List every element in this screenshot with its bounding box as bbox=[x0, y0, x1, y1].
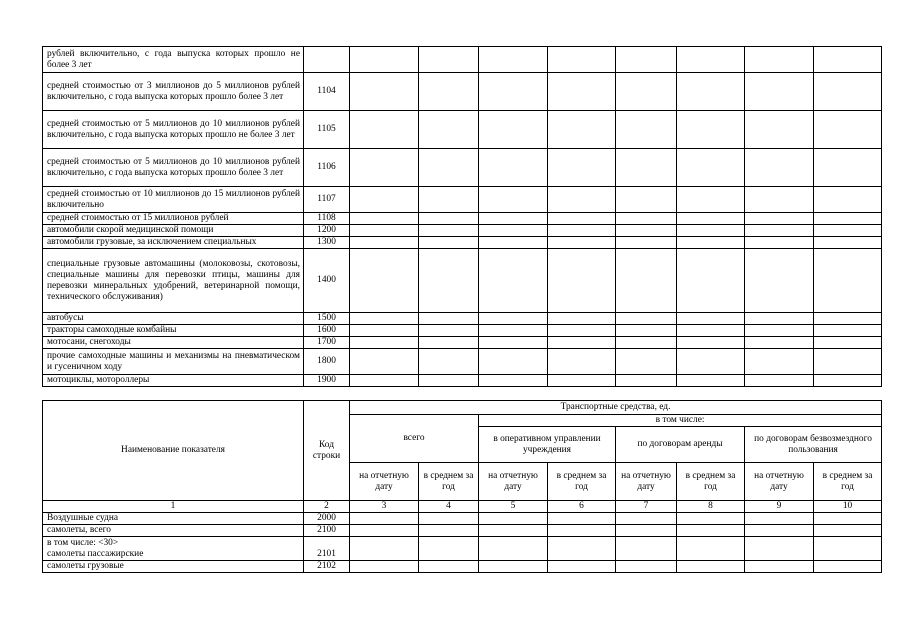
value-cell[interactable] bbox=[814, 213, 882, 225]
value-cell[interactable] bbox=[479, 237, 548, 249]
row-code: 1105 bbox=[304, 111, 350, 149]
row-name: автобусы bbox=[43, 313, 304, 325]
table-row bbox=[43, 313, 882, 325]
value-cell[interactable] bbox=[814, 561, 882, 573]
row-name bbox=[43, 537, 304, 561]
value-cell[interactable] bbox=[745, 111, 814, 149]
value-cell[interactable] bbox=[616, 561, 677, 573]
row-name: специальные грузовые автомашины (молоковозы, скотовозы, специальные машины для перевозки птицы, машины для перевозки минеральных удобрений, ветеринарной помощи, технического обслуживания) bbox=[43, 249, 304, 313]
table-row bbox=[43, 149, 882, 187]
table-row bbox=[43, 187, 882, 213]
value-cell[interactable] bbox=[350, 325, 419, 337]
header-indicator-name: Наименование показателя bbox=[43, 401, 304, 501]
row-name: рублей включительно, с года выпуска которых прошло не более 3 лет bbox=[43, 47, 304, 73]
value-cell[interactable] bbox=[479, 337, 548, 349]
transport-table-top bbox=[42, 46, 882, 387]
row-code: 2000 bbox=[304, 513, 350, 525]
row-code: 1600 bbox=[304, 325, 350, 337]
value-cell[interactable] bbox=[350, 537, 419, 561]
value-cell[interactable] bbox=[350, 237, 419, 249]
row-code: 1106 bbox=[304, 149, 350, 187]
row-code: 1200 bbox=[304, 225, 350, 237]
column-number: 3 bbox=[350, 501, 419, 513]
column-number: 8 bbox=[677, 501, 745, 513]
header-on-date: на отчетную дату bbox=[616, 463, 677, 501]
value-cell[interactable] bbox=[814, 73, 882, 111]
row-code: 1107 bbox=[304, 187, 350, 213]
table-row bbox=[43, 513, 882, 525]
value-cell[interactable] bbox=[419, 313, 479, 325]
value-cell[interactable] bbox=[677, 237, 745, 249]
value-cell[interactable] bbox=[745, 561, 814, 573]
value-cell[interactable] bbox=[814, 313, 882, 325]
value-cell[interactable] bbox=[350, 225, 419, 237]
value-cell[interactable] bbox=[350, 213, 419, 225]
value-cell[interactable] bbox=[479, 149, 548, 187]
header-on-date: на отчетную дату bbox=[350, 463, 419, 501]
row-code: 1108 bbox=[304, 213, 350, 225]
header-avg-year: в среднем за год bbox=[677, 463, 745, 501]
value-cell[interactable] bbox=[616, 513, 677, 525]
value-cell[interactable] bbox=[814, 111, 882, 149]
row-name: тракторы самоходные комбайны bbox=[43, 325, 304, 337]
table-row bbox=[43, 237, 882, 249]
value-cell[interactable] bbox=[350, 375, 419, 387]
value-cell[interactable] bbox=[479, 561, 548, 573]
value-cell[interactable] bbox=[419, 349, 479, 375]
value-cell[interactable] bbox=[419, 525, 479, 537]
value-cell[interactable] bbox=[677, 111, 745, 149]
value-cell[interactable] bbox=[616, 313, 677, 325]
column-number: 1 bbox=[43, 501, 304, 513]
column-number: 4 bbox=[419, 501, 479, 513]
table-row bbox=[43, 537, 882, 561]
value-cell[interactable] bbox=[350, 149, 419, 187]
value-cell[interactable] bbox=[419, 561, 479, 573]
value-cell[interactable] bbox=[814, 225, 882, 237]
value-cell[interactable] bbox=[479, 513, 548, 525]
row-code: 2102 bbox=[304, 561, 350, 573]
value-cell[interactable] bbox=[548, 375, 616, 387]
value-cell[interactable] bbox=[419, 375, 479, 387]
header-avg-year: в среднем за год bbox=[814, 463, 882, 501]
value-cell[interactable] bbox=[745, 337, 814, 349]
value-cell[interactable] bbox=[616, 47, 677, 73]
value-cell[interactable] bbox=[350, 111, 419, 149]
header-operative: в оперативном управлении учреждения bbox=[479, 427, 616, 463]
value-cell[interactable] bbox=[616, 111, 677, 149]
row-name: средней стоимостью от 15 миллионов рублей bbox=[43, 213, 304, 225]
table-row bbox=[43, 213, 882, 225]
value-cell[interactable] bbox=[677, 375, 745, 387]
value-cell[interactable] bbox=[814, 47, 882, 73]
header-row-code: Код строки bbox=[304, 401, 350, 501]
value-cell[interactable] bbox=[677, 47, 745, 73]
value-cell[interactable] bbox=[419, 149, 479, 187]
value-cell[interactable] bbox=[419, 249, 479, 313]
row-code bbox=[304, 47, 350, 73]
column-number-row bbox=[43, 501, 882, 513]
value-cell[interactable] bbox=[677, 187, 745, 213]
value-cell[interactable] bbox=[814, 337, 882, 349]
value-cell[interactable] bbox=[616, 237, 677, 249]
value-cell[interactable] bbox=[479, 249, 548, 313]
row-name: автомобили скорой медицинской помощи bbox=[43, 225, 304, 237]
value-cell[interactable] bbox=[814, 237, 882, 249]
value-cell[interactable] bbox=[350, 525, 419, 537]
value-cell[interactable] bbox=[548, 561, 616, 573]
value-cell[interactable] bbox=[419, 213, 479, 225]
value-cell[interactable] bbox=[745, 349, 814, 375]
value-cell[interactable] bbox=[479, 213, 548, 225]
value-cell[interactable] bbox=[677, 349, 745, 375]
value-cell[interactable] bbox=[677, 313, 745, 325]
value-cell[interactable] bbox=[745, 537, 814, 561]
value-cell[interactable] bbox=[350, 349, 419, 375]
value-cell[interactable] bbox=[745, 325, 814, 337]
row-name: мотосани, снегоходы bbox=[43, 337, 304, 349]
value-cell[interactable] bbox=[548, 149, 616, 187]
value-cell[interactable] bbox=[419, 537, 479, 561]
column-number: 5 bbox=[479, 501, 548, 513]
row-code: 1700 bbox=[304, 337, 350, 349]
value-cell[interactable] bbox=[745, 73, 814, 111]
value-cell[interactable] bbox=[479, 73, 548, 111]
column-number: 6 bbox=[548, 501, 616, 513]
value-cell[interactable] bbox=[814, 149, 882, 187]
value-cell[interactable] bbox=[745, 149, 814, 187]
value-cell[interactable] bbox=[677, 513, 745, 525]
value-cell[interactable] bbox=[814, 525, 882, 537]
value-cell[interactable] bbox=[814, 187, 882, 213]
value-cell[interactable] bbox=[745, 213, 814, 225]
value-cell[interactable] bbox=[548, 525, 616, 537]
row-name bbox=[43, 561, 304, 573]
table-row bbox=[43, 337, 882, 349]
value-cell[interactable] bbox=[548, 249, 616, 313]
value-cell[interactable] bbox=[479, 225, 548, 237]
table-row bbox=[43, 375, 882, 387]
value-cell[interactable] bbox=[814, 375, 882, 387]
value-cell[interactable] bbox=[350, 561, 419, 573]
value-cell[interactable] bbox=[677, 325, 745, 337]
value-cell[interactable] bbox=[616, 149, 677, 187]
table-row bbox=[43, 561, 882, 573]
value-cell[interactable] bbox=[548, 187, 616, 213]
value-cell[interactable] bbox=[616, 325, 677, 337]
value-cell[interactable] bbox=[548, 513, 616, 525]
column-number: 9 bbox=[745, 501, 814, 513]
value-cell[interactable] bbox=[616, 187, 677, 213]
value-cell[interactable] bbox=[677, 73, 745, 111]
value-cell[interactable] bbox=[677, 561, 745, 573]
row-name: средней стоимостью от 10 миллионов до 15 миллионов рублей включительно bbox=[43, 187, 304, 213]
row-code: 2101 bbox=[304, 537, 350, 561]
row-code: 1300 bbox=[304, 237, 350, 249]
value-cell[interactable] bbox=[479, 47, 548, 73]
value-cell[interactable] bbox=[745, 375, 814, 387]
value-cell[interactable] bbox=[479, 375, 548, 387]
value-cell[interactable] bbox=[548, 73, 616, 111]
value-cell[interactable] bbox=[745, 237, 814, 249]
table-row bbox=[43, 111, 882, 149]
value-cell[interactable] bbox=[479, 525, 548, 537]
value-cell[interactable] bbox=[677, 337, 745, 349]
row-name bbox=[43, 525, 304, 537]
row-name: средней стоимостью от 5 миллионов до 10 миллионов рублей включительно, с года выпуска которых прошло не более 3 лет bbox=[43, 111, 304, 149]
row-name-line: в том числе: <30> bbox=[47, 537, 119, 548]
value-cell[interactable] bbox=[419, 73, 479, 111]
value-cell[interactable] bbox=[745, 47, 814, 73]
table-row bbox=[43, 325, 882, 337]
table-row bbox=[43, 47, 882, 73]
row-name: прочие самоходные машины и механизмы на пневматическом и гусеничном ходу bbox=[43, 349, 304, 375]
row-name-line: самолеты, всего bbox=[47, 525, 111, 535]
value-cell[interactable] bbox=[616, 375, 677, 387]
value-cell[interactable] bbox=[814, 325, 882, 337]
value-cell[interactable] bbox=[548, 537, 616, 561]
table-row bbox=[43, 525, 882, 537]
value-cell[interactable] bbox=[350, 187, 419, 213]
value-cell[interactable] bbox=[419, 325, 479, 337]
table-row bbox=[43, 349, 882, 375]
value-cell[interactable] bbox=[616, 537, 677, 561]
column-number: 10 bbox=[814, 501, 882, 513]
row-code: 2100 bbox=[304, 525, 350, 537]
value-cell[interactable] bbox=[548, 213, 616, 225]
row-code: 1500 bbox=[304, 313, 350, 325]
value-cell[interactable] bbox=[419, 225, 479, 237]
row-code: 1104 bbox=[304, 73, 350, 111]
value-cell[interactable] bbox=[745, 313, 814, 325]
column-number: 2 bbox=[304, 501, 350, 513]
row-name: мотоциклы, мотороллеры bbox=[43, 375, 304, 387]
value-cell[interactable] bbox=[419, 237, 479, 249]
value-cell[interactable] bbox=[479, 313, 548, 325]
value-cell[interactable] bbox=[479, 349, 548, 375]
header-gratuitous: по договорам безвозмездного пользования bbox=[745, 427, 882, 463]
value-cell[interactable] bbox=[479, 325, 548, 337]
value-cell[interactable] bbox=[616, 337, 677, 349]
value-cell[interactable] bbox=[548, 337, 616, 349]
value-cell[interactable] bbox=[745, 249, 814, 313]
header-transport: Транспортные средства, ед. bbox=[350, 401, 882, 415]
header-including: в том числе: bbox=[479, 415, 882, 427]
value-cell[interactable] bbox=[814, 349, 882, 375]
value-cell[interactable] bbox=[548, 237, 616, 249]
table-row bbox=[43, 249, 882, 313]
value-cell[interactable] bbox=[548, 47, 616, 73]
column-number: 7 bbox=[616, 501, 677, 513]
value-cell[interactable] bbox=[350, 337, 419, 349]
header-on-date: на отчетную дату bbox=[745, 463, 814, 501]
value-cell[interactable] bbox=[677, 225, 745, 237]
value-cell[interactable] bbox=[745, 513, 814, 525]
value-cell[interactable] bbox=[677, 149, 745, 187]
header-avg-year: в среднем за год bbox=[548, 463, 616, 501]
row-name: автомобили грузовые, за исключением специальных bbox=[43, 237, 304, 249]
value-cell[interactable] bbox=[548, 313, 616, 325]
row-name-line: самолеты пассажирские bbox=[47, 548, 144, 559]
value-cell[interactable] bbox=[745, 225, 814, 237]
table-row bbox=[43, 73, 882, 111]
value-cell[interactable] bbox=[350, 73, 419, 111]
value-cell[interactable] bbox=[479, 187, 548, 213]
value-cell[interactable] bbox=[814, 537, 882, 561]
value-cell[interactable] bbox=[479, 111, 548, 149]
value-cell[interactable] bbox=[616, 249, 677, 313]
value-cell[interactable] bbox=[677, 213, 745, 225]
row-code: 1900 bbox=[304, 375, 350, 387]
header-total: всего bbox=[350, 415, 479, 463]
value-cell[interactable] bbox=[350, 249, 419, 313]
value-cell[interactable] bbox=[419, 187, 479, 213]
header-lease: по договорам аренды bbox=[616, 427, 745, 463]
row-name-line: Воздушные судна bbox=[47, 513, 119, 523]
value-cell[interactable] bbox=[616, 349, 677, 375]
value-cell[interactable] bbox=[350, 513, 419, 525]
value-cell[interactable] bbox=[745, 187, 814, 213]
value-cell[interactable] bbox=[479, 537, 548, 561]
value-cell[interactable] bbox=[616, 225, 677, 237]
row-name: средней стоимостью от 5 миллионов до 10 миллионов рублей включительно, с года выпуска которых прошло более 3 лет bbox=[43, 149, 304, 187]
row-name-line: самолеты грузовые bbox=[47, 561, 124, 571]
value-cell[interactable] bbox=[548, 325, 616, 337]
header-avg-year: в среднем за год bbox=[419, 463, 479, 501]
row-code: 1400 bbox=[304, 249, 350, 313]
value-cell[interactable] bbox=[419, 47, 479, 73]
value-cell[interactable] bbox=[677, 249, 745, 313]
value-cell[interactable] bbox=[677, 537, 745, 561]
value-cell[interactable] bbox=[419, 513, 479, 525]
value-cell[interactable] bbox=[350, 313, 419, 325]
value-cell[interactable] bbox=[419, 337, 479, 349]
value-cell[interactable] bbox=[616, 73, 677, 111]
value-cell[interactable] bbox=[745, 525, 814, 537]
value-cell[interactable] bbox=[350, 47, 419, 73]
value-cell[interactable] bbox=[814, 513, 882, 525]
row-name: средней стоимостью от 3 миллионов до 5 миллионов рублей включительно, с года выпуска которых прошло более 3 лет bbox=[43, 73, 304, 111]
value-cell[interactable] bbox=[814, 249, 882, 313]
value-cell[interactable] bbox=[548, 225, 616, 237]
value-cell[interactable] bbox=[548, 111, 616, 149]
transport-table-bottom bbox=[42, 400, 882, 573]
value-cell[interactable] bbox=[419, 111, 479, 149]
value-cell[interactable] bbox=[548, 349, 616, 375]
header-on-date: на отчетную дату bbox=[479, 463, 548, 501]
table-row bbox=[43, 225, 882, 237]
row-code: 1800 bbox=[304, 349, 350, 375]
value-cell[interactable] bbox=[616, 525, 677, 537]
value-cell[interactable] bbox=[677, 525, 745, 537]
value-cell[interactable] bbox=[616, 213, 677, 225]
row-name bbox=[43, 513, 304, 525]
